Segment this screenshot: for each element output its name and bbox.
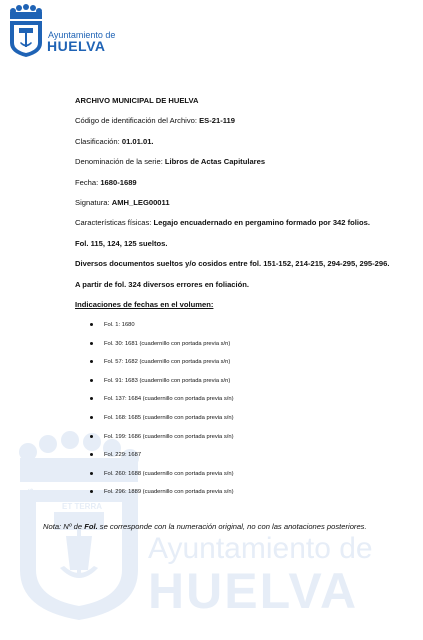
signature-value: AMH_LEG00011 bbox=[111, 197, 170, 207]
classification-line bbox=[75, 137, 415, 157]
header-logo bbox=[8, 3, 116, 57]
footnote bbox=[43, 522, 367, 531]
bullet-icon bbox=[90, 490, 93, 493]
watermark-text-huelva: HUELVA bbox=[148, 563, 359, 619]
date-indications-list bbox=[90, 321, 234, 507]
document-body bbox=[75, 96, 415, 320]
physical-value: Legajo encuadernado en pergamino formado por 342 folios. bbox=[153, 218, 370, 228]
bullet-icon bbox=[90, 342, 93, 345]
loose-folios: Fol. 115, 124, 125 sueltos. bbox=[75, 238, 168, 248]
date-line bbox=[75, 178, 415, 198]
archive-code-value: ES-21-119 bbox=[199, 116, 235, 126]
series-line bbox=[75, 157, 415, 177]
bullet-icon bbox=[90, 435, 93, 438]
bullet-icon bbox=[90, 416, 93, 419]
signature-label: Signatura: bbox=[75, 197, 112, 207]
bullet-icon bbox=[90, 360, 93, 363]
footnote-suffix: se corresponde con la numeración original, no con las anotaciones posteriores. bbox=[97, 522, 367, 531]
classification-label: Clasificación: bbox=[75, 136, 122, 146]
list-item: Fol. 168: 1685 (cuadernillo con portada previa s/n) bbox=[90, 414, 234, 433]
date-value: 1680-1689 bbox=[100, 177, 137, 187]
watermark-motto-left: PORTUS MARIS bbox=[28, 488, 35, 542]
bullet-icon bbox=[90, 397, 93, 400]
bullet-icon bbox=[90, 379, 93, 382]
bullet-icon bbox=[90, 453, 93, 456]
bullet-icon bbox=[90, 323, 93, 326]
list-item: Fol. 57: 1682 (cuadernillo con portada previa s/n) bbox=[90, 358, 234, 377]
physical-line bbox=[75, 218, 415, 238]
foliation-errors: A partir de fol. 324 diversos errores en foliación. bbox=[75, 279, 250, 289]
list-item: Fol. 296: 1889 (cuadernillo con portada previa s/n) bbox=[90, 488, 234, 507]
signature-line bbox=[75, 198, 415, 218]
list-item: Fol. 1: 1680 bbox=[90, 321, 234, 340]
watermark-motto-top: ET TERRA bbox=[62, 502, 102, 511]
date-indications-heading: Indicaciones de fechas en el volumen: bbox=[75, 299, 214, 309]
series-label: Denominación de la serie: bbox=[75, 157, 165, 167]
list-item: Fol. 229: 1687 bbox=[90, 451, 234, 470]
physical-label: Características físicas: bbox=[75, 218, 154, 228]
footnote-fol: Fol. bbox=[84, 522, 98, 531]
watermark-motto-right: CUSTODIA bbox=[125, 530, 132, 567]
list-item: Fol. 30: 1681 (cuadernillo con portada previa s/n) bbox=[90, 340, 234, 359]
logo-text-ayuntamiento: Ayuntamiento de bbox=[48, 30, 116, 40]
date-label: Fecha: bbox=[75, 177, 101, 187]
list-item: Fol. 137: 1684 (cuadernillo con portada previa s/n) bbox=[90, 395, 234, 414]
watermark-text-ayuntamiento: Ayuntamiento de bbox=[148, 532, 373, 565]
list-item: Fol. 260: 1688 (cuadernillo con portada previa s/n) bbox=[90, 470, 234, 489]
crest-icon bbox=[8, 3, 44, 57]
logo-text-huelva: HUELVA bbox=[47, 38, 106, 54]
list-item: Fol. 91: 1683 (cuadernillo con portada previa s/n) bbox=[90, 377, 234, 396]
archive-code-label: Código de identificación del Archivo: bbox=[75, 116, 200, 126]
archive-heading: ARCHIVO MUNICIPAL DE HUELVA bbox=[75, 96, 199, 105]
series-value: Libros de Actas Capitulares bbox=[164, 157, 266, 167]
footnote-prefix: Nota: Nº de bbox=[43, 522, 85, 531]
classification-value: 01.01.01. bbox=[121, 136, 154, 146]
loose-documents: Diversos documentos sueltos y/o cosidos entre fol. 151-152, 214-215, 294-295, 295-296. bbox=[75, 259, 390, 269]
bullet-icon bbox=[90, 472, 93, 475]
archive-code-line bbox=[75, 116, 415, 136]
list-item: Fol. 199: 1686 (cuadernillo con portada previa s/n) bbox=[90, 433, 234, 452]
